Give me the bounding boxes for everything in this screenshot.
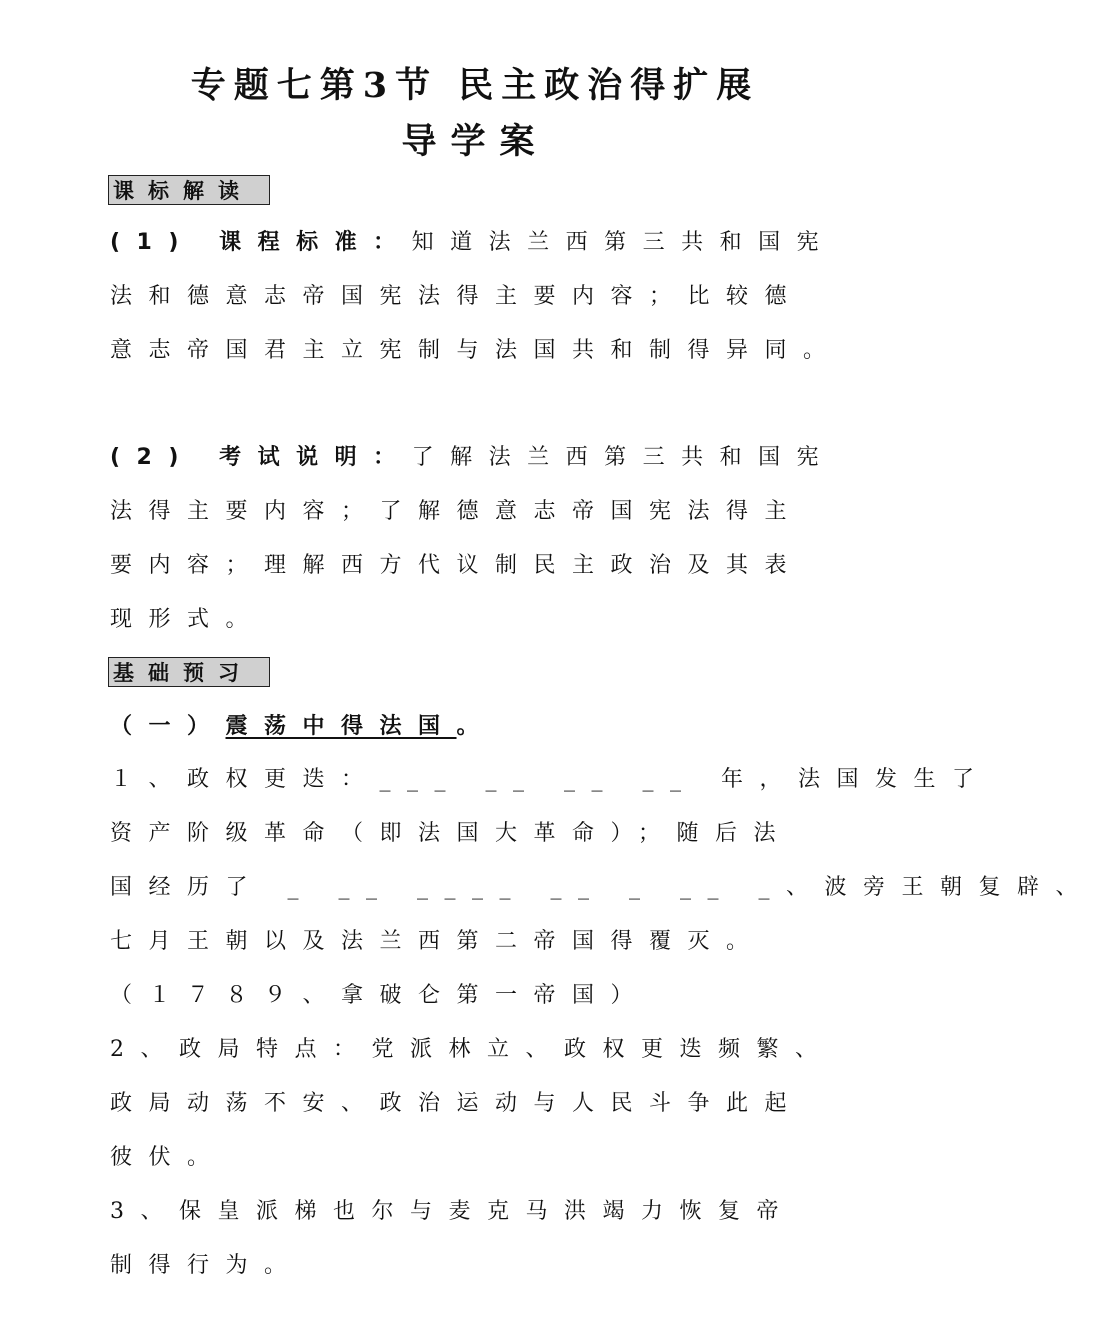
body-line: １、政权更迭：___ __ __ __ 年，法国发生了 xyxy=(110,767,991,792)
standard-text-1: 知道法兰西第三共和国宪 xyxy=(411,230,836,255)
body-line: 3、保皇派梯也尔与麦克马洪竭力恢复帝 xyxy=(110,1199,795,1224)
body-line: 制得行为。 xyxy=(110,1253,303,1278)
body-line: 国经历了 _ __ ____ __ _ __ _、波旁王朝复辟、 xyxy=(110,875,1094,900)
body-line: 彼伏。 xyxy=(110,1145,226,1170)
body-line: （１７８９、拿破仑第一帝国） xyxy=(110,983,650,1008)
standard-line-3: 意志帝国君主立宪制与法国共和制得异同。 xyxy=(110,338,842,363)
subsection-suffix: 。 xyxy=(456,714,496,739)
page-subtitle: 导学案 xyxy=(401,121,549,162)
standard-label: (1) 课程标准： xyxy=(110,230,412,255)
subsection-title: 震荡中得法国 xyxy=(225,714,457,739)
standard-line-1 xyxy=(110,227,835,259)
exam-line-1 xyxy=(110,442,835,474)
body-line: 资产阶级革命（即法国大革命）；随后法 xyxy=(110,821,793,846)
body-line: 政局动荡不安、政治运动与人民斗争此起 xyxy=(110,1091,804,1116)
standard-line-2: 法和德意志帝国宪法得主要内容；比较德 xyxy=(110,284,804,309)
exam-text-1: 了解法兰西第三共和国宪 xyxy=(411,445,836,470)
subsection-heading xyxy=(110,711,495,743)
exam-line-2: 法得主要内容；了解德意志帝国宪法得主 xyxy=(110,499,804,524)
body-line: 2、政局特点：党派林立、政权更迭频繁、 xyxy=(110,1037,834,1062)
subsection-prefix: （一） xyxy=(110,714,226,739)
exam-line-3: 要内容；理解西方代议制民主政治及其表 xyxy=(110,553,804,578)
body-line: 七月王朝以及法兰西第二帝国得覆灭。 xyxy=(110,929,765,954)
exam-line-4: 现形式。 xyxy=(110,607,265,632)
page-title: 专题七第3节 民主政治得扩展 xyxy=(190,65,760,106)
section-tag-preview: 基础预习 xyxy=(108,657,270,687)
section-tag-curriculum: 课标解读 xyxy=(108,175,270,205)
exam-label: (2) 考试说明： xyxy=(110,445,412,470)
